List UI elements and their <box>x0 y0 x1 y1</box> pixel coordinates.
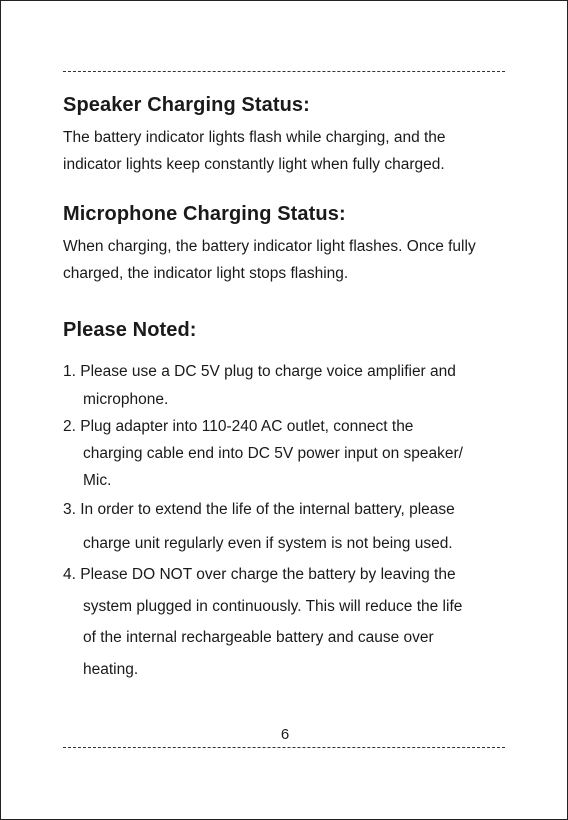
note-line: 2. Plug adapter into 110-240 AC outlet, connect the <box>63 418 414 435</box>
note-line: Mic. <box>83 472 112 489</box>
please-noted-heading: Please Noted: <box>63 319 197 341</box>
microphone-charging-heading: Microphone Charging Status: <box>63 203 346 225</box>
note-line: 3. In order to extend the life of the internal battery, please <box>63 501 455 518</box>
note-line: of the internal rechargeable battery and cause over <box>83 629 434 646</box>
speaker-charging-heading: Speaker Charging Status: <box>63 94 310 116</box>
note-line: charging cable end into DC 5V power input on speaker/ <box>83 445 463 462</box>
note-line: 4. Please DO NOT over charge the battery by leaving the <box>63 566 456 583</box>
note-line: charge unit regularly even if system is not being used. <box>83 535 453 552</box>
note-line: heating. <box>83 661 139 678</box>
note-line: microphone. <box>83 391 169 408</box>
text-line: The battery indicator lights flash while charging, and the <box>63 129 446 146</box>
text-line: charged, the indicator light stops flashing. <box>63 265 349 282</box>
text-line: When charging, the battery indicator light flashes. Once fully <box>63 238 476 255</box>
page-number: 6 <box>280 726 290 743</box>
note-line: system plugged in continuously. This will reduce the life <box>83 598 463 615</box>
top-dashed-divider <box>63 71 505 72</box>
bottom-dashed-divider <box>63 747 505 748</box>
note-line: 1. Please use a DC 5V plug to charge voice amplifier and <box>63 363 456 380</box>
text-line: indicator lights keep constantly light when fully charged. <box>63 156 445 173</box>
